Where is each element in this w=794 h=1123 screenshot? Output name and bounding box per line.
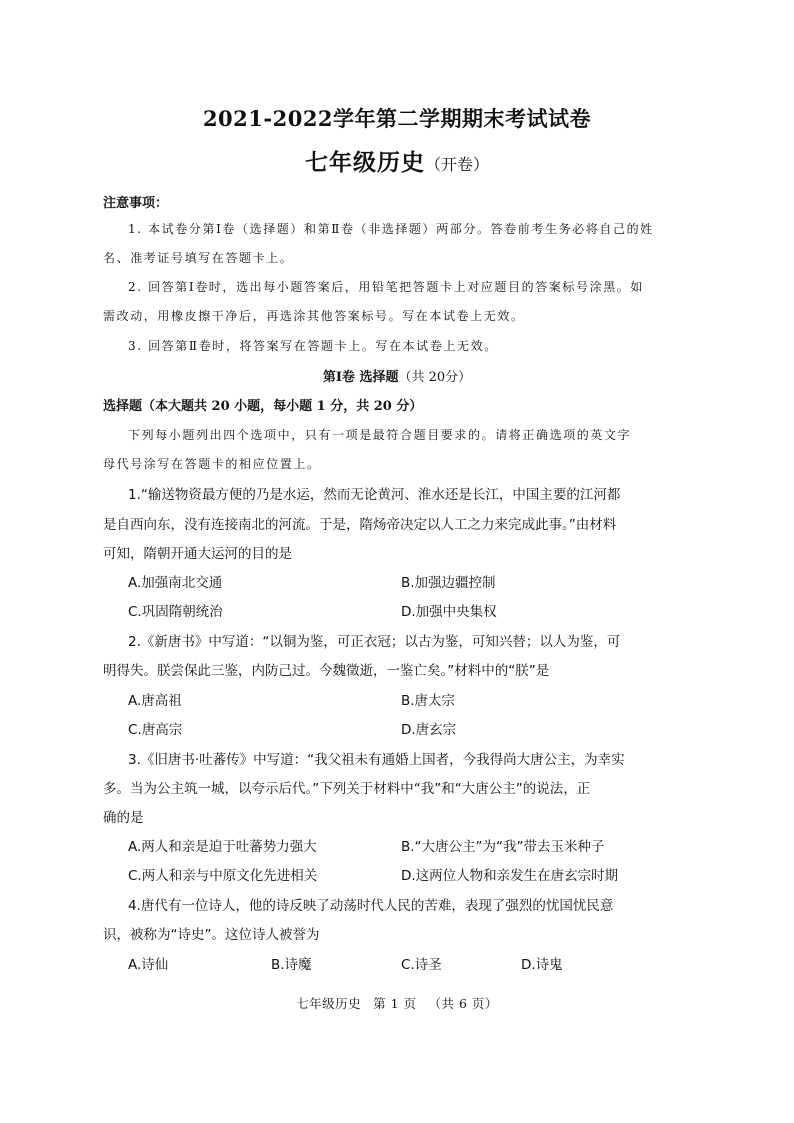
question-2-option-d: D.唐玄宗 [401,722,457,738]
question-4-option-b: B.诗魔 [271,957,312,973]
question-2-option-a: A.唐高祖 [128,693,182,709]
question-2-line: 明得失。朕尝保此三鉴，内防己过。今魏徵逝，一鉴亡矣。”材料中的“朕”是 [103,663,550,679]
exam-title: 2021-2022学年第二学期期末考试试卷 [202,106,592,131]
note-line: 名、准考证号填写在答题卡上。 [103,251,294,265]
question-3-option-c: C.两人和亲与中原文化先进相关 [128,868,318,884]
subject-note: （开卷） [424,155,489,174]
footer-page: 第 1 页 [373,996,417,1011]
question-4-option-d: D.诗鬼 [521,957,563,973]
subject-title: 七年级历史 [304,149,425,176]
footer-subject: 七年级历史 [296,996,362,1011]
question-1-line: 1.“输送物资最方便的乃是水运，然而无论黄河、淮水还是长江，中国主要的江河都 [128,487,621,503]
question-4-option-c: C.诗圣 [401,957,442,973]
question-2-option-b: B.唐太宗 [401,693,456,709]
question-2-option-c: C.唐高宗 [128,722,183,738]
section-title [0,366,794,385]
page-footer [0,994,794,1012]
question-3-option-b: B.“大唐公主”为“我”带去玉米种子 [401,839,605,855]
question-2-line: 2.《新唐书》中写道：“以铜为鉴，可正衣冠；以古为鉴，可知兴替；以人为鉴，可 [128,634,621,650]
note-line: 1. 本试卷分第Ⅰ卷（选择题）和第Ⅱ卷（非选择题）两部分。答卷前考生务必将自己的姓 [128,222,654,236]
question-1-option-a: A.加强南北交通 [128,575,223,591]
question-3-option-d: D.这两位人物和亲发生在唐玄宗时期 [401,868,619,884]
question-1-line: 可知，隋朝开通大运河的目的是 [103,546,292,562]
question-1-option-c: C.巩固隋朝统治 [128,604,223,620]
question-1-option-d: D.加强中央集权 [401,604,497,620]
subject-title-line [0,144,794,177]
question-4-option-a: A.诗仙 [128,957,169,973]
section-title-score: （共 20分） [398,370,472,385]
note-line: 需改动，用橡皮擦干净后，再选涂其他答案标号。写在本试卷上无效。 [103,309,525,323]
footer-total: （共 6 页） [428,996,498,1011]
notes-heading: 注意事项： [103,196,169,211]
question-1-option-b: B.加强边疆控制 [401,575,496,591]
section-subheading: 选择题（本大题共 20 小题，每小题 1 分，共 20 分） [103,399,423,414]
question-4-line: 4.唐代有一位诗人，他的诗反映了动荡时代人民的苦难，表现了强烈的忧国忧民意 [128,898,614,914]
instruction-line: 母代号涂写在答题卡的相应位置上。 [103,457,321,471]
question-3-line: 3.《旧唐书·吐蕃传》中写道：“我父祖未有通婚上国者，今我得尚大唐公主，为幸实 [128,752,625,768]
instruction-line: 下列每小题列出四个选项中，只有一项是最符合题目要求的。请将正确选项的英文字 [128,428,632,442]
question-3-option-a: A.两人和亲是迫于吐蕃势力强大 [128,839,317,855]
note-line: 3. 回答第Ⅱ卷时，将答案写在答题卡上。写在本试卷上无效。 [128,339,498,353]
question-3-line: 多。当为公主筑一城，以夸示后代。”下列关于材料中“我”和“大唐公主”的说法，正 [103,781,591,797]
question-3-line: 确的是 [103,810,144,826]
question-1-line: 是自西向东，没有连接南北的河流。于是，隋炀帝决定以人工之力来完成此事。”由材料 [103,517,617,533]
question-4-line: 识，被称为“诗史”。这位诗人被誉为 [103,927,320,943]
note-line: 2. 回答第Ⅰ卷时，选出每小题答案后，用铅笔把答题卡上对应题目的答案标号涂黑。如 [128,280,645,294]
section-title-bold: 第Ⅰ卷 选择题 [322,370,399,385]
